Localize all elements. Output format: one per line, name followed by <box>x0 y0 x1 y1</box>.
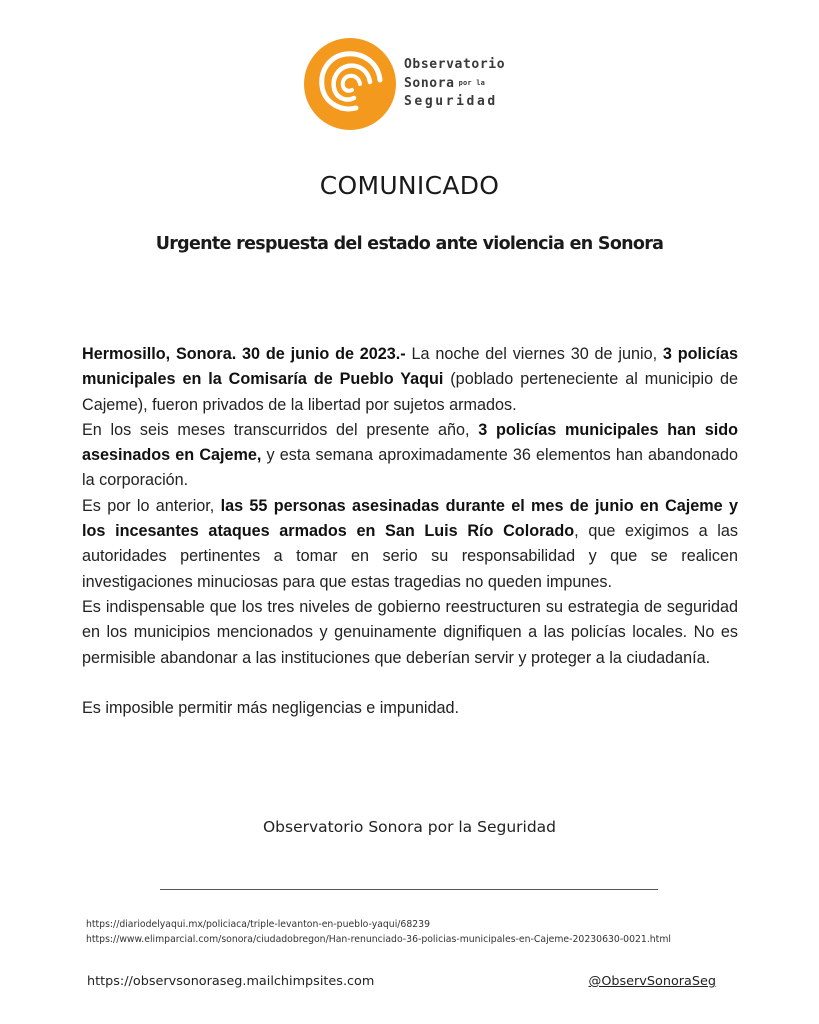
text-run: y esta semana aproximadamente 36 elementos han abandonado la corporación. <box>82 446 738 490</box>
document-subtitle: Urgente respuesta del estado ante violencia en Sonora <box>155 234 664 254</box>
source-link[interactable]: https://diariodelyaqui.mx/policiaca/triple-levanton-en-pueblo-yaqui/68239 <box>86 919 430 930</box>
body-paragraph <box>82 595 738 671</box>
bold-text-run: Hermosillo, Sonora. 30 de junio de 2023.- <box>82 345 406 363</box>
bold-text-run: 3 policías municipales en la Comisaría de Pueblo Yaqui <box>82 345 738 389</box>
text-run: (poblado perteneciente al municipio de Cajeme), fueron privados de la libertad por sujetos armados. <box>82 370 738 414</box>
signature: Observatorio Sonora por la Seguridad <box>262 818 557 836</box>
body-paragraph <box>82 696 738 721</box>
logo-line-1: Observatorio <box>404 57 506 72</box>
body-paragraph <box>82 418 738 494</box>
bold-text-run: las 55 personas asesinadas durante el mes de junio en Cajeme y los incesantes ataques armados en San Luis Río Colorado <box>82 496 738 541</box>
logo-wordmark <box>404 56 505 111</box>
organization-logo <box>302 36 522 132</box>
website-link[interactable]: https://observsonoraseg.mailchimpsites.com <box>87 974 375 989</box>
document-title: COMUNICADO <box>319 171 500 200</box>
bold-text-run: 3 policías municipales han sido asesinados en Cajeme, <box>82 420 738 465</box>
logo-line-2-main: Sonora <box>404 76 455 91</box>
body-paragraph <box>82 494 738 595</box>
communique-body <box>82 342 738 721</box>
text-run: En los seis meses transcurridos del presente año, <box>82 420 479 439</box>
divider <box>160 889 658 890</box>
social-handle-link[interactable]: @ObservSonoraSeg <box>588 974 716 989</box>
logo-line-2 <box>404 74 505 93</box>
text-run: Es por lo anterior, <box>82 496 221 515</box>
spiral-logo-icon <box>302 36 402 132</box>
text-run: Es indispensable que los tres niveles de gobierno reestructuren su estrategia de seguridad en los municipios mencionados y genuinamente dignifiquen a las policías locales. No es permisible abandonar a las instituciones que deberían servir y proteger a la ciudadanía. <box>82 597 738 667</box>
text-run: La noche del viernes 30 de junio, <box>405 345 663 363</box>
logo-line-2-small: por la <box>458 79 486 87</box>
logo-line-3: Seguridad <box>404 94 498 109</box>
sources-list <box>86 918 671 947</box>
text-run: , que exigimos a las autoridades pertinentes a tomar en serio su responsabilidad y que se realicen investigaciones minuciosas para que estas tragedias no queden impunes. <box>82 522 738 591</box>
source-link[interactable]: https://www.elimparcial.com/sonora/ciudadobregon/Han-renunciado-36-policias-municipales-en-Cajeme-20230630-0021.html <box>86 933 671 945</box>
text-run: Es imposible permitir más negligencias e impunidad. <box>82 698 459 717</box>
body-paragraph <box>82 342 738 418</box>
